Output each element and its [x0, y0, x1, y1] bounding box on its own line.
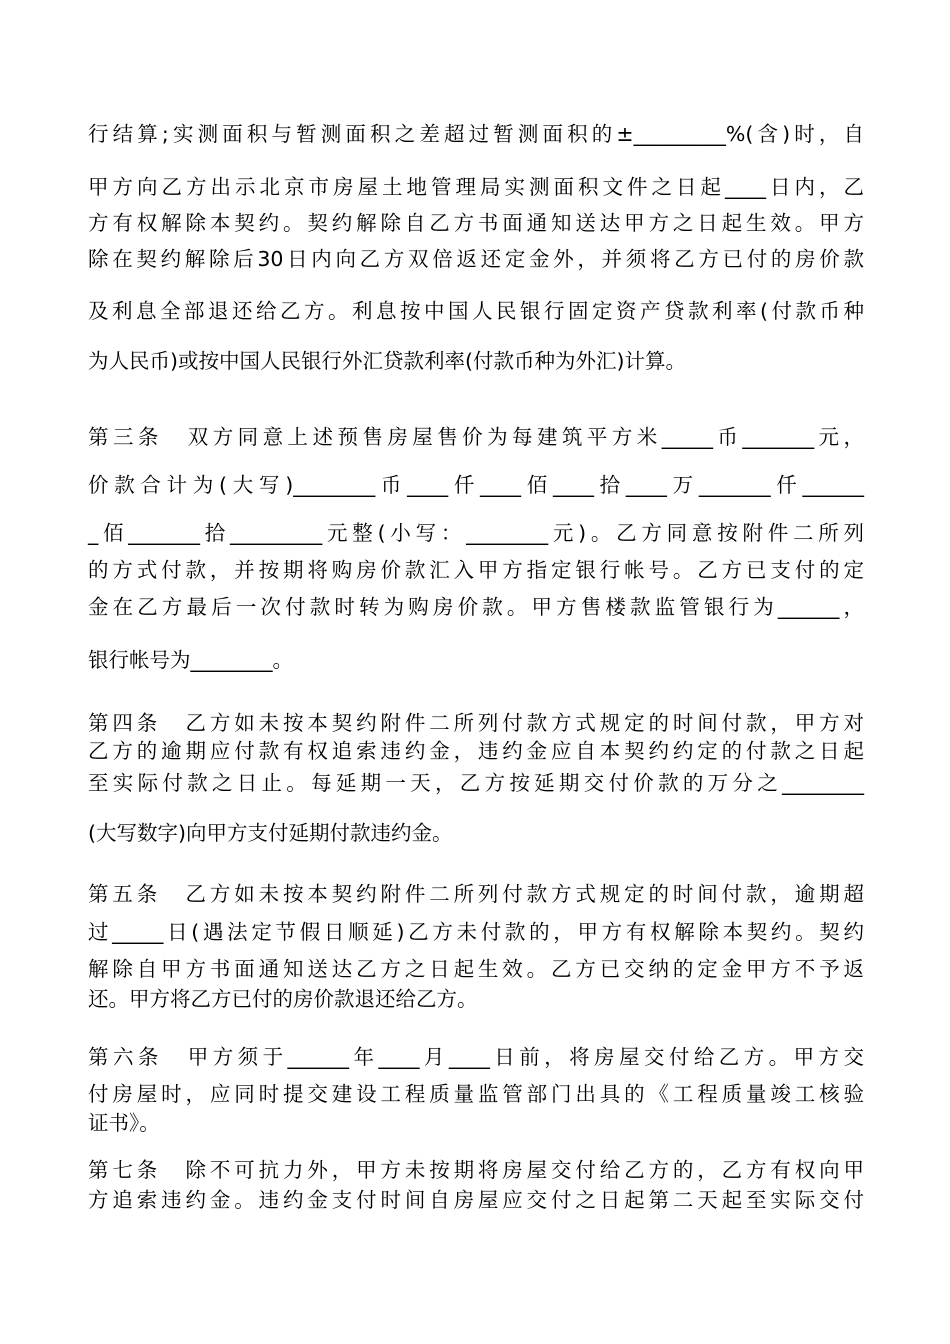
text-line: (大写数字)向甲方支付延期付款违约金。 [88, 821, 453, 845]
clause-6-heading-line: 第六条 甲方须于______年____月____日前，将房屋交付给乙方。甲方交 [88, 1045, 864, 1069]
text-line: 过_____日(遇法定节假日顺延)乙方未付款的，甲方有权解除本契约。契约 [88, 920, 864, 944]
clause-5-heading-line: 第五条 乙方如未按本契约附件二所列付款方式规定的时间付款，逾期超 [88, 882, 864, 906]
text-line: 乙方的逾期应付款有权追索违约金，违约金应自本契约约定的付款之日起 [88, 739, 864, 763]
text-line: 及利息全部退还给乙方。利息按中国人民银行固定资产贷款利率(付款币种 [88, 299, 864, 323]
clause-4-heading-line: 第四条 乙方如未按本契约附件二所列付款方式规定的时间付款，甲方对 [88, 711, 864, 735]
text-line: 价款合计为(大写)________币____仟____佰____拾____万_______仟______ [88, 473, 864, 497]
text-line: 证书》。 [88, 1111, 160, 1135]
text-line: 银行帐号为________。 [88, 648, 293, 672]
text-line: 除在契约解除后30日内向乙方双倍返还定金外，并须将乙方已付的房价款 [88, 247, 864, 271]
text-line: _佰_______拾_________元整(小写：________元)。乙方同意按附件二所列 [88, 521, 864, 545]
text-line: 为人民币)或按中国人民银行外汇贷款利率(付款币种为外汇)计算。 [88, 349, 686, 373]
text-line: 金在乙方最后一次付款时转为购房价款。甲方售楼款监管银行为______， [88, 595, 864, 619]
text-line: 的方式付款，并按期将购房价款汇入甲方指定银行帐号。乙方已支付的定 [88, 558, 864, 582]
text-line: 甲方向乙方出示北京市房屋土地管理局实测面积文件之日起____日内，乙 [88, 175, 864, 199]
clause-3-heading-line: 第三条 双方同意上述预售房屋售价为每建筑平方米_____币_______元， [88, 425, 864, 449]
text-line: 方有权解除本契约。契约解除自乙方书面通知送达甲方之日起生效。甲方 [88, 211, 864, 235]
text-line: 付房屋时，应同时提交建设工程质量监管部门出具的《工程质量竣工核验 [88, 1082, 864, 1106]
text-line: 行结算;实测面积与暂测面积之差超过暂测面积的±_________%(含)时，自 [88, 122, 864, 146]
text-line: 还。甲方将乙方已付的房价款退还给乙方。 [88, 987, 478, 1011]
text-line: 方追索违约金。违约金支付时间自房屋应交付之日起第二天起至实际交付 [88, 1188, 864, 1212]
text-line: 解除自甲方书面通知送达乙方之日起生效。乙方已交纳的定金甲方不予返 [88, 957, 864, 981]
text-line: 至实际付款之日止。每延期一天，乙方按延期交付价款的万分之________ [88, 771, 864, 795]
clause-7-heading-line: 第七条 除不可抗力外，甲方未按期将房屋交付给乙方的，乙方有权向甲 [88, 1158, 864, 1182]
